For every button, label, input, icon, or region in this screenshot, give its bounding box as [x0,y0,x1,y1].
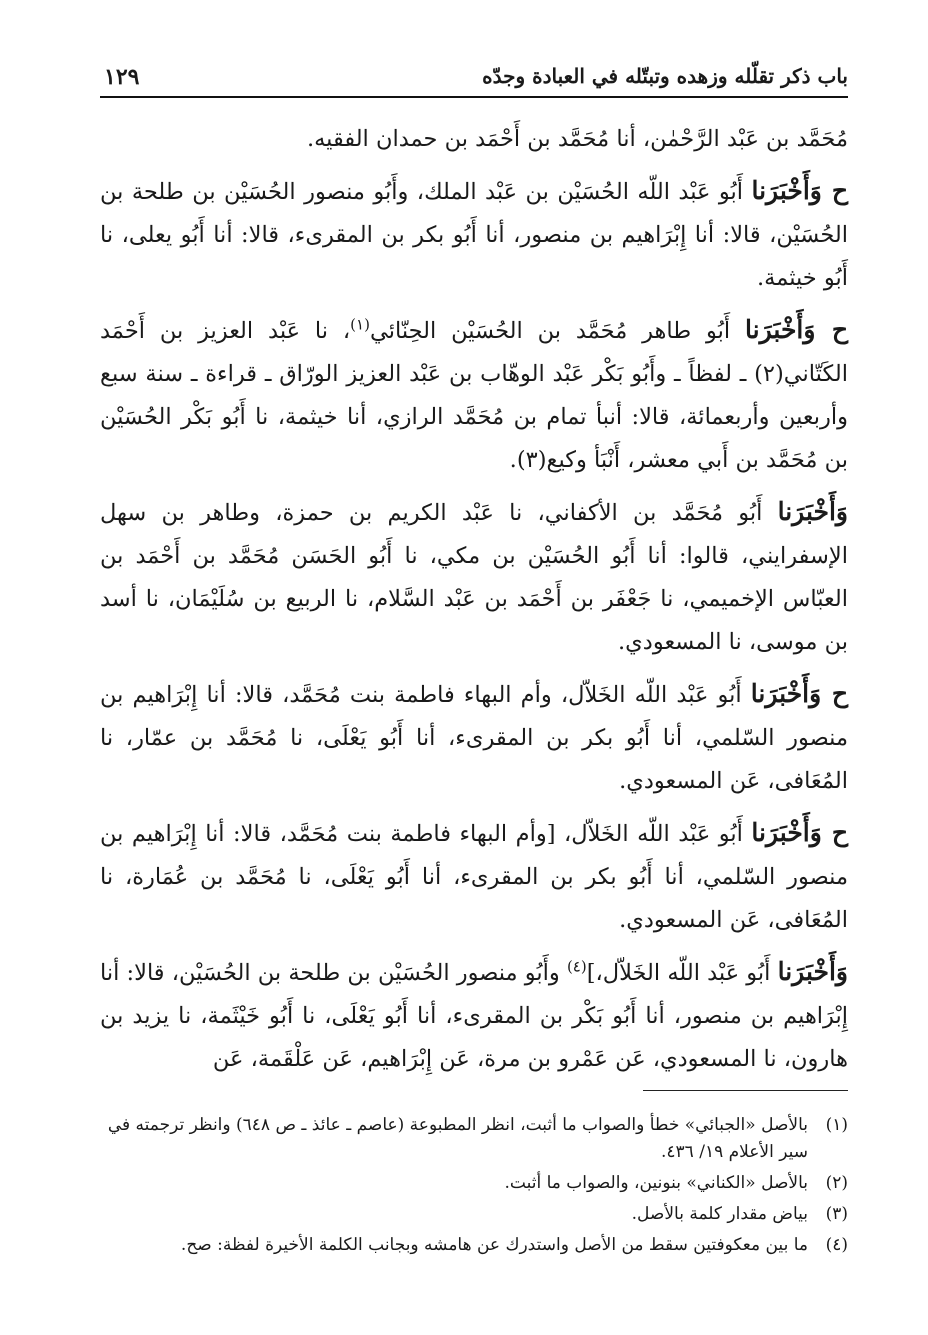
paragraph-lead: وَأَخْبَرَنا [777,957,848,986]
paragraph [100,811,848,942]
chapter-title: باب ذكر تقلّله وزهده وتبتّله في العبادة وجدّه [482,64,848,88]
paragraph-lead: وَأَخْبَرَنا [777,497,848,526]
page-number: ١٢٩ [104,64,140,90]
paragraph [100,169,848,300]
main-text [100,118,848,1089]
footnote-divider [643,1090,848,1091]
footnote [100,1201,848,1228]
paragraph [100,308,848,482]
running-header [100,62,848,98]
paragraph-text: أَبُو مُحَمَّد بن الأكفاني، نا عَبْد الكريم بن حمزة، وطاهر بن سهل الإسفرايني، قالوا: أنا أَبُو الحُسَيْن بن مكي، نا أَبُو الحَسَن مُحَمَّد بن أَحْمَد بن العبّاس الإخميمي، نا جَعْفَر بن أَحْمَد بن عَبْد السَّلام، نا الربيع بن سُلَيْمَان، نا أسد بن موسى، نا المسعودي. [100,500,848,655]
footnote [100,1232,848,1259]
paragraph-tail: وأَبُو منصور الحُسَيْن بن طلحة بن الحُسَيْن، قالا: أنا إِبْرَاهيم بن منصور، أنا أَبُو بَكْر بن المقرىء، أنا أَبُو يَعْلَى، نا أَبُو خَيْثَمة، نا يزيد بن هارون، نا المسعودي، عَن عَمْرو بن مرة، عَن إِبْرَاهيم، عَن عَلْقَمة، عَن [100,960,848,1072]
paragraph-text: أَبُو طاهر مُحَمَّد بن الحُسَيْن الحِنّائي [369,318,746,344]
paragraph [100,950,848,1081]
paragraph [100,672,848,803]
footnote-number: (٤) [825,1235,848,1255]
paragraph-lead: ح وَأَخْبَرَنا [751,818,848,847]
footnote [100,1170,848,1197]
footnote-text: بياض مقدار كلمة بالأصل. [631,1204,808,1224]
paragraph-lead: ح وَأَخْبَرَنا [750,679,848,708]
footnote-number: (٢) [825,1173,848,1193]
paragraph-text: أَبُو عَبْد اللّه الحُسَيْن بن عَبْد الملك، وأَبُو منصور الحُسَيْن بن طلحة بن الحُسَيْن، قالا: أنا إِبْرَاهيم بن منصور، أنا أَبُو بكر بن المقرىء، قالا: أنا أَبُو يعلى، نا أَبُو خيثمة. [100,179,848,291]
footnote [100,1112,848,1166]
paragraph-text: أَبُو عَبْد اللّه الخَلاّل،] [586,960,778,986]
footnote-text: ما بين معكوفتين سقط من الأصل واستدرك عن هامشه وبجانب الكلمة الأخيرة لفظة: صح. [180,1235,808,1255]
footnotes [100,1112,848,1263]
paragraph [100,490,848,664]
footnote-number: (١) [825,1115,848,1135]
paragraph-text: مُحَمَّد بن عَبْد الرَّحْمٰن، أنا مُحَمَّد بن أَحْمَد بن حمدان الفقيه. [306,126,848,152]
footnote-text: بالأصل «الكناني» بنونين، والصواب ما أثبت. [504,1173,808,1193]
footnote-number: (٣) [825,1204,848,1224]
paragraph-lead: ح وَأَخْبَرَنا [745,315,848,344]
paragraph-text: أَبُو عَبْد اللّه الخَلاّل، [وأم البهاء فاطمة بنت مُحَمَّد، قالا: أنا إِبْرَاهيم بن منصور السّلمي، أنا أَبُو بكر بن المقرىء، أنا أَبُو يَعْلَى، نا مُحَمَّد بن عُمَارة، نا المُعَافى، عَن المسعودي. [100,821,848,933]
paragraph-lead: ح وَأَخْبَرَنا [751,176,848,205]
footnote-reference: (٤) [566,957,587,976]
footnote-text: بالأصل «الجبائي» خطأ والصواب ما أثبت، انظر المطبوعة (عاصم ـ عائذ ـ ص ٦٤٨) وانظر ترجمته في سير الأعلام ١٩/ ٤٣٦. [107,1115,808,1162]
paragraph-text: أَبُو عَبْد اللّه الخَلاّل، وأم البهاء فاطمة بنت مُحَمَّد، قالا: أنا إِبْرَاهيم بن منصور السّلمي، أنا أَبُو بكر بن المقرىء، أنا أَبُو يَعْلَى، نا مُحَمَّد بن عمّار، نا المُعَافى، عَن المسعودي. [100,682,848,794]
paragraph [100,118,848,161]
footnote-reference: (١) [350,315,370,334]
paragraph-tail: ، نا عَبْد العزيز بن أَحْمَد الكَتّاني(٢) ـ لفظاً ـ وأَبُو بَكْر عَبْد الوهّاب بن عَبْد العزيز الورّاق ـ قراءة ـ سنة سبع وأربعين وأربعمائة، قالا: أنبأ تمام بن مُحَمَّد الرازي، أنا خيثمة، نا أَبُو بَكْر الحُسَيْن بن مُحَمَّد بن أَبي معشر، أَنْبَأ وكيع(٣). [100,318,848,473]
